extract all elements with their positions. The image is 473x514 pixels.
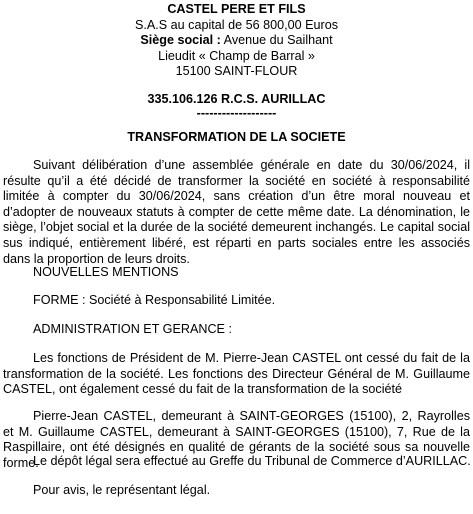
depot-legal: Le dépôt légal sera effectué au Greffe du Tribunal de Commerce d’AURILLAC.: [33, 454, 471, 468]
company-name: CASTEL PERE ET FILS: [167, 2, 306, 16]
registered-office-label: Siège social :: [140, 33, 221, 48]
notice-header: [0, 2, 473, 80]
registered-office-value: Avenue du Sailhant: [220, 33, 333, 48]
section-administration: ADMINISTRATION ET GERANCE :: [33, 322, 232, 336]
section-forme: FORME : Société à Responsabilité Limitée.: [33, 293, 276, 307]
registered-office: [0, 33, 473, 49]
notice-title: TRANSFORMATION DE LA SOCIETE: [127, 130, 346, 144]
header-separator: -------------------: [196, 106, 277, 120]
paragraph-deliberation: Suivant délibération d’une assemblée générale en date du 30/06/2024, il résulte qu’il a été décidé de transformer la société en société à responsabilité limitée à compter du 30/06/2024, sans création d’un être moral nouveau et d’adopter de nouveaux statuts à compter de cette même date. La dénomination, le siège, l’objet social et la durée de la société demeurent inchangés. Le capital social sus indiqué, entièrement libéré, est réparti en parts sociales entre les associés dans la proportion de leurs droits.: [3, 158, 470, 266]
closing-signature: Pour avis, le représentant légal.: [33, 483, 211, 497]
office-lieudit: Lieudit « Champ de Barral »: [158, 48, 315, 63]
company-capital: S.A.S au capital de 56 800,00 Euros: [134, 17, 339, 32]
rcs-number: 335.106.126 R.C.S. AURILLAC: [147, 92, 326, 106]
paragraph-fonctions: Les fonctions de Président de M. Pierre-Jean CASTEL ont cessé du fait de la transformation de la société. Les fonctions des Directeur Général de M. Guillaume CASTEL, ont également cessé du fait de la transformation de la société: [3, 351, 470, 397]
section-nouvelles-mentions: NOUVELLES MENTIONS: [33, 265, 179, 279]
office-city: 15100 SAINT-FLOUR: [175, 64, 298, 79]
paragraph-gerants: Pierre-Jean CASTEL, demeurant à SAINT-GEORGES (15100), 2, Rayrolles et M. Guillaume CASTEL, demeurant à SAINT-GEORGES (15100), 7, Rue de la Raspillaire, ont été désignés en qualité de gérants de la société sous sa nouvelle forme.: [3, 409, 470, 470]
